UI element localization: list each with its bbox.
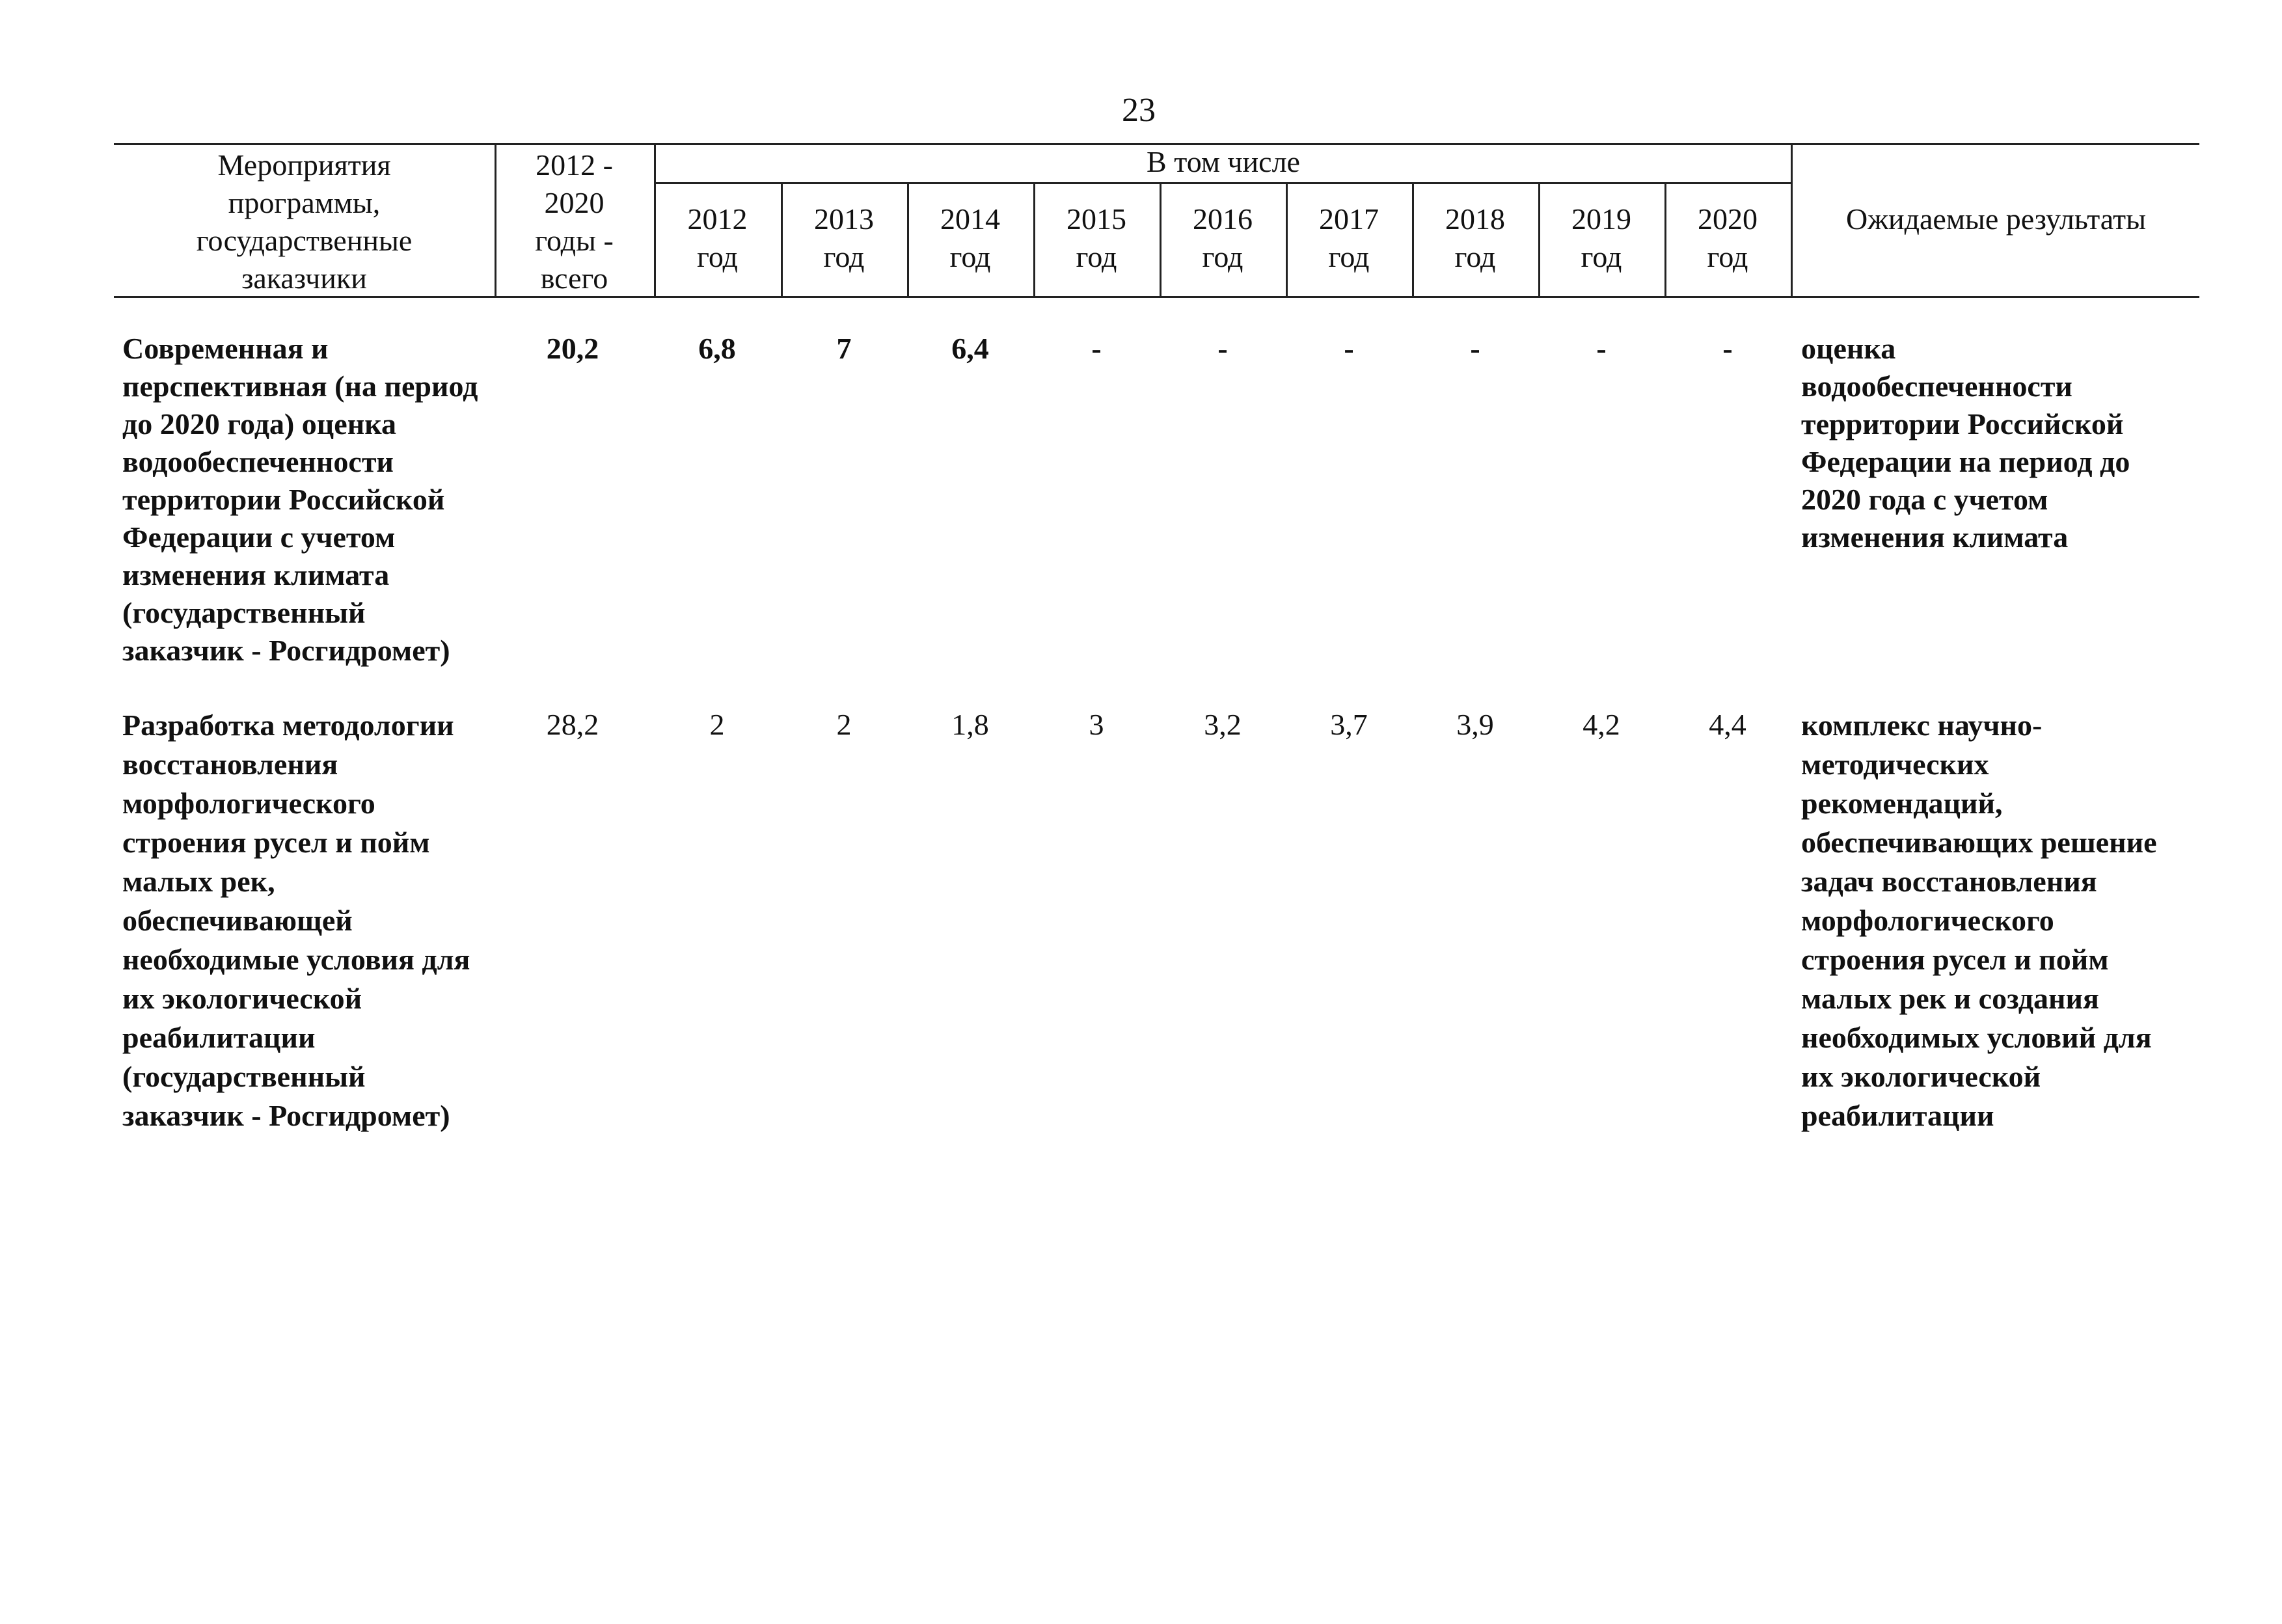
header-year-2018: 2018 год: [1445, 202, 1505, 273]
header-results: Ожидаемые результаты: [1845, 202, 2147, 236]
table-row-2-result: комплекс научно- методических рекомендаций, обеспечивающих решение задач восстановления морфологического строения русел и пойм малых рек и создания необходимых условий для их экологической реабилитации: [1801, 709, 2157, 1132]
subheader-rule: [654, 182, 1793, 184]
table-row-1-value: 7: [836, 332, 852, 365]
header-year-2012: 2012 год: [687, 202, 748, 273]
header-year-2019: 2019 год: [1571, 202, 1631, 273]
table-row-2-value: 1,8: [951, 708, 989, 741]
header-year-2013: 2013 год: [814, 202, 874, 273]
table-row-1-total: 20,2: [546, 332, 599, 365]
header-year-2020: 2020 год: [1698, 202, 1758, 273]
table-row-1-value: -: [1722, 332, 1733, 365]
table-row-2-total: 28,2: [546, 708, 599, 741]
header-group-label: В том числе: [1147, 145, 1300, 178]
header-year-2015: 2015 год: [1066, 202, 1126, 273]
table-row-1-value: 6,8: [698, 332, 736, 365]
table-row-2-value: 3: [1089, 708, 1104, 741]
table-row-2-value: 3,2: [1204, 708, 1242, 741]
table-row-2-value: 3,9: [1456, 708, 1494, 741]
table-row-2-activity: Разработка методологии восстановления морфологического строения русел и пойм малых рек, обеспечивающей необходимые условия для их экологической реабилитации (государственный заказчик - Росгидромет): [122, 709, 470, 1132]
header-year-2014: 2014 год: [940, 202, 1000, 273]
table-row-2-value: 4,2: [1582, 708, 1620, 741]
table-row-2-value: 3,7: [1330, 708, 1368, 741]
table-row-2-value: 2: [836, 708, 852, 741]
header-year-2017: 2017 год: [1319, 202, 1379, 273]
table-row-1-value: -: [1470, 332, 1480, 365]
table-row-1-result: оценка водообеспеченности территории Российской Федерации на период до 2020 года с учетом изменения климата: [1801, 332, 2130, 554]
table-row-2-value: 2: [709, 708, 725, 741]
header-year-2016: 2016 год: [1193, 202, 1253, 273]
table-row-1-value: -: [1091, 332, 1102, 365]
table-row-1-activity: Современная и перспективная (на период до 2020 года) оценка водообеспеченности территории Российской Федерации с учетом изменения климата (государственный заказчик - Росгидромет): [122, 332, 478, 667]
header-total: 2012 - 2020 годы - всего: [535, 148, 614, 295]
table-row-2-value: 4,4: [1709, 708, 1746, 741]
table-row-1-value: 6,4: [951, 332, 989, 365]
page-number: 23: [1122, 92, 1156, 129]
header-activity: Мероприятия программы, государственные заказчики: [196, 148, 413, 295]
table-row-1-value: -: [1217, 332, 1228, 365]
table-row-1-value: -: [1596, 332, 1607, 365]
table-row-1-value: -: [1344, 332, 1354, 365]
